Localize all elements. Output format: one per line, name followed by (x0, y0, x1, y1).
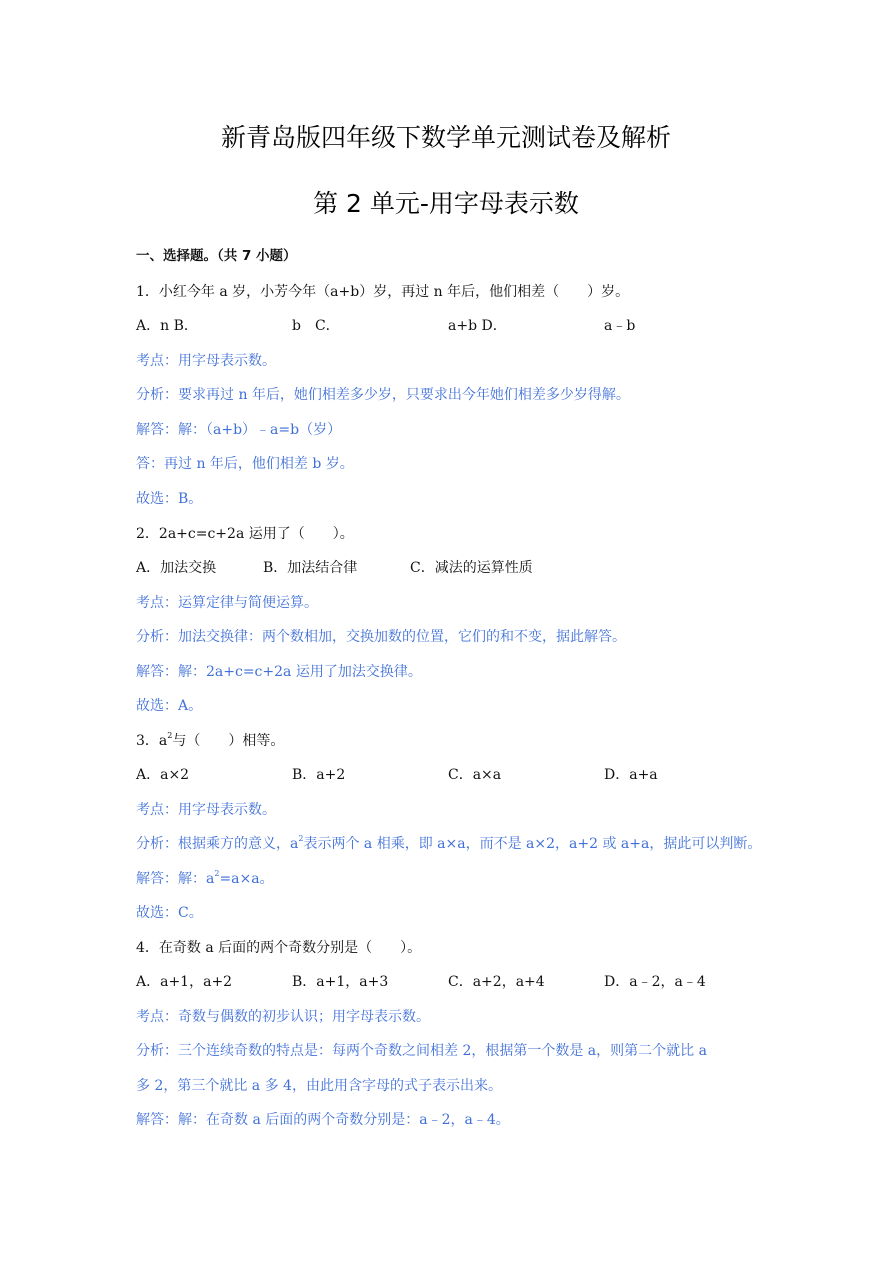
q4-option-c: C．a+2，a+4 (448, 974, 545, 990)
q2-guxuan: 故选：A。 (136, 698, 203, 714)
q4-kaodian: 考点：奇数与偶数的初步认识；用字母表示数。 (136, 1009, 430, 1025)
q1-jieda: 解答：解：（a+b）﹣a=b（岁） (136, 422, 342, 438)
q4-stem: 4．在奇数 a 后面的两个奇数分别是（ ）。 (136, 940, 422, 956)
q3-stem-post: 与（ ）相等。 (172, 733, 285, 749)
q1-option-a: A．n B． (136, 318, 198, 334)
q1-stem: 1．小红今年 a 岁，小芳今年（a+b）岁，再过 n 年后，他们相差（ ）岁。 (136, 284, 630, 300)
q4-option-b: B．a+1，a+3 (292, 974, 389, 990)
q2-option-b: B．加法结合律 (263, 560, 358, 576)
q3-jieda-pre: 解答：解：a (136, 871, 215, 887)
q1-option-d: a﹣b (604, 318, 636, 334)
q3-guxuan: 故选：C。 (136, 905, 203, 921)
q4-fenxi-line1: 分析：三个连续奇数的特点是：每两个奇数之间相差 2，根据第一个数是 a，则第二个就比 a (136, 1043, 707, 1059)
q3-fenxi-post: 表示两个 a 相乘，即 a×a，而不是 a×2，a+2 或 a+a，据此可以判断。 (303, 836, 762, 852)
q3-stem-pre: 3．a (136, 733, 168, 749)
q1-option-c: a+b D． (448, 318, 507, 334)
q1-guxuan: 故选：B。 (136, 491, 203, 507)
q1-fenxi: 分析：要求再过 n 年后，她们相差多少岁，只要求出今年她们相差多少岁得解。 (136, 387, 630, 403)
q3-kaodian: 考点：用字母表示数。 (136, 802, 276, 818)
q4-option-d: D．a﹣2，a﹣4 (604, 974, 706, 990)
q4-fenxi-line2: 多 2，第三个就比 a 多 4，由此用含字母的式子表示出来。 (136, 1078, 502, 1094)
q2-fenxi: 分析：加法交换律：两个数相加，交换加数的位置，它们的和不变，据此解答。 (136, 629, 626, 645)
q3-option-c: C．a×a (448, 767, 502, 783)
q2-option-c: C．减法的运算性质 (410, 560, 533, 576)
q3-jieda-post: =a×a。 (219, 871, 274, 887)
q1-option-b: b C． (292, 318, 340, 334)
q3-jieda (136, 869, 274, 889)
q4-jieda: 解答：解：在奇数 a 后面的两个奇数分别是：a﹣2，a﹣4。 (136, 1112, 510, 1128)
q2-kaodian: 考点：运算定律与简便运算。 (136, 595, 318, 611)
q2-option-a: A．加法交换 (136, 560, 217, 576)
document-title: 新青岛版四年级下数学单元测试卷及解析 (220, 123, 671, 152)
q2-stem: 2．2a+c=c+2a 运用了（ ）。 (136, 526, 354, 542)
q3-fenxi-pre: 分析：根据乘方的意义，a (136, 836, 299, 852)
q3-stem (136, 731, 284, 751)
q1-answer: 答：再过 n 年后，他们相差 b 岁。 (136, 456, 354, 472)
q3-option-d: D．a+a (604, 767, 658, 783)
document-subtitle: 第 2 单元-用字母表示数 (313, 189, 579, 218)
section-heading: 一、选择题。（共 7 小题） (136, 248, 297, 264)
q4-option-a: A．a+1，a+2 (136, 974, 233, 990)
q3-jieda-exponent: 2 (214, 869, 220, 878)
q3-option-b: B．a+2 (292, 767, 346, 783)
q3-fenxi (136, 834, 761, 854)
q3-fenxi-exponent: 2 (298, 834, 304, 843)
q1-kaodian: 考点：用字母表示数。 (136, 353, 276, 369)
q2-jieda: 解答：解：2a+c=c+2a 运用了加法交换律。 (136, 664, 422, 680)
q3-stem-exponent: 2 (167, 731, 173, 740)
q3-option-a: A．a×2 (136, 767, 190, 783)
